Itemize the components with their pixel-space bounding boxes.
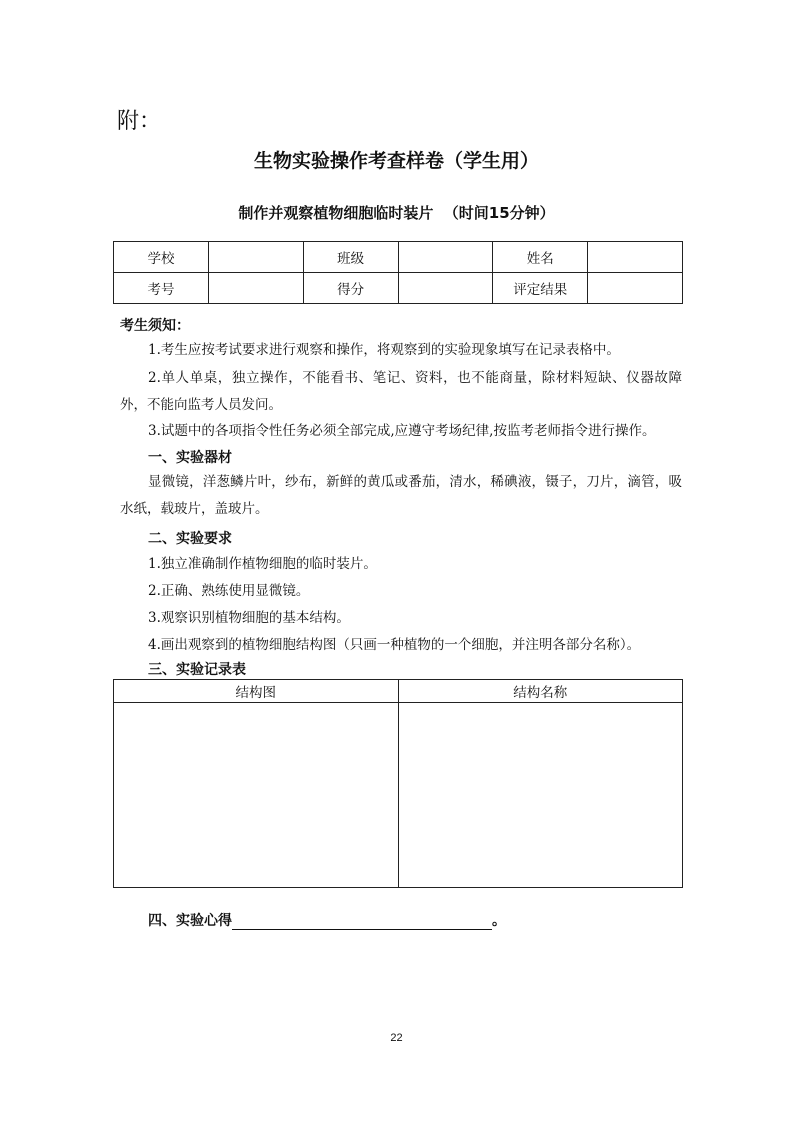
label-score: 得分 [303, 273, 398, 304]
label-school: 学校 [114, 242, 209, 273]
label-class: 班级 [303, 242, 398, 273]
notice-item: 3.试题中的各项指令性任务必须全部完成,应遵守考场纪律,按监考老师指令进行操作。 [148, 423, 656, 439]
notice-item: 1.考生应按考试要求进行观察和操作，将观察到的实验现象填写在记录表格中。 [148, 342, 620, 358]
label-exam-number: 考号 [114, 273, 209, 304]
section-heading-reflection [148, 910, 506, 930]
equipment-text: 显微镜，洋葱鳞片叶，纱布，新鲜的黄瓜或番茄，清水，稀碘液，镊子，刀片，滴管，吸水纸，载玻片，盖玻片。 [120, 474, 682, 517]
table-row [114, 680, 683, 703]
reflection-end-mark: 。 [492, 913, 506, 929]
record-col-structure-diagram: 结构图 [114, 680, 399, 703]
field-name[interactable] [588, 242, 683, 273]
table-row [114, 242, 683, 273]
requirement-item: 4.画出观察到的植物细胞结构图（只画一种植物的一个细胞，并注明各部分名称）。 [148, 637, 641, 653]
field-school[interactable] [208, 242, 303, 273]
section-heading-record: 三、实验记录表 [148, 662, 246, 678]
field-score[interactable] [398, 273, 493, 304]
notice-item: 2.单人单桌，独立操作，不能看书、笔记、资料，也不能商量，除材料短缺、仪器故障外，不能向监考人员发问。 [120, 370, 682, 413]
table-row [114, 703, 683, 888]
record-col-structure-names: 结构名称 [398, 680, 683, 703]
field-class[interactable] [398, 242, 493, 273]
reflection-heading-text: 四、实验心得 [148, 913, 232, 929]
page-title: 生物实验操作考查样卷（学生用） [253, 150, 539, 172]
requirement-item: 1.独立准确制作植物细胞的临时装片。 [148, 556, 377, 572]
page-number: 22 [390, 1032, 403, 1044]
notice-heading: 考生须知： [120, 318, 190, 334]
student-info-table [113, 241, 683, 304]
structure-names-area[interactable] [398, 703, 683, 888]
field-exam-number[interactable] [208, 273, 303, 304]
section-heading-requirements: 二、实验要求 [148, 531, 232, 547]
field-result[interactable] [588, 273, 683, 304]
requirement-item: 2.正确、熟练使用显微镜。 [148, 583, 310, 599]
reflection-fill-line[interactable] [232, 913, 492, 930]
record-table [113, 679, 683, 888]
requirement-item: 3.观察识别植物细胞的基本结构。 [148, 610, 350, 626]
label-result: 评定结果 [493, 273, 588, 304]
structure-diagram-area[interactable] [114, 703, 399, 888]
table-row [114, 273, 683, 304]
label-name: 姓名 [493, 242, 588, 273]
page-subtitle: 制作并观察植物细胞临时装片 （时间15分钟） [238, 204, 555, 222]
section-heading-equipment: 一、实验器材 [148, 450, 232, 466]
appendix-label: 附： [117, 109, 162, 134]
